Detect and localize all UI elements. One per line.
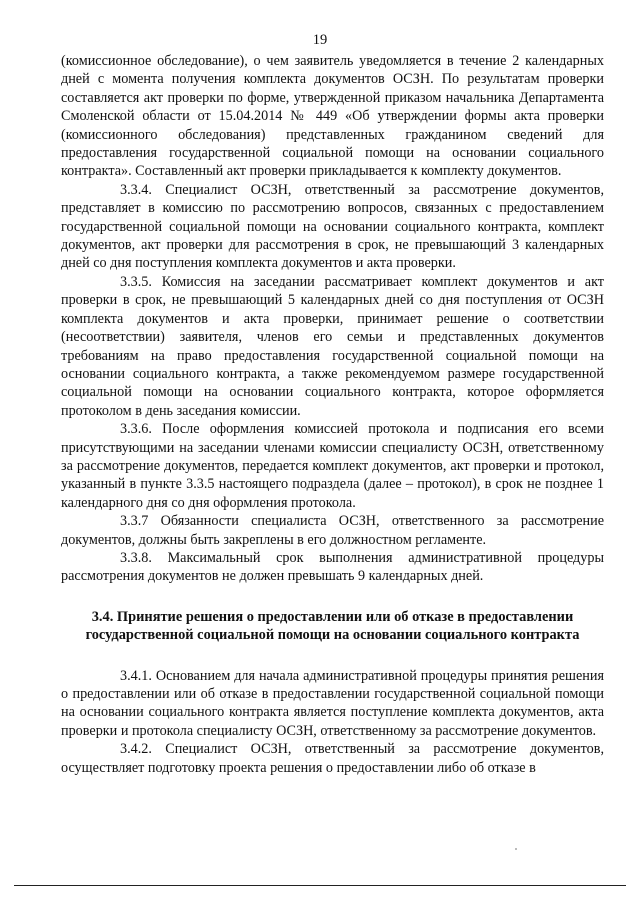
paragraph-commission-inspection: (комиссионное обследование), о чем заявитель уведомляется в течение 2 календарных дней с момента получения комплекта документов ОСЗН. По результатам проверки составляется акт проверки по форме, утвержденной приказом начальника Департамента Смоленской области от 15.04.2014 № 449 «Об утверждении формы акта проверки (комиссионного обследования) представленных гражданином сведений для предоставления государственной социальной помощи на основании социального контракта». Составленный акт проверки прикладывается к комплекту документов. [61,53,604,180]
page-number: 19 [312,32,328,48]
section-heading-3-4: 3.4. Принятие решения о предоставлении или об отказе в предоставлении государственной социальной помощи на основании социального контракта [85,608,580,644]
paragraph-3-3-8: 3.3.8. Максимальный срок выполнения административной процедуры рассмотрения документов не должен превышать 9 календарных дней. [61,549,604,585]
paragraph-3-3-7: 3.3.7 Обязанности специалиста ОСЗН, ответственного за рассмотрение документов, должны быть закреплены в его должностном регламенте. [61,513,604,548]
paragraph-3-3-6: 3.3.6. После оформления комиссией протокола и подписания его всеми присутствующими на заседании членами комиссии специалисту ОСЗН, ответственному за рассмотрение документов, передается комплект документов, акт проверки и протокол, указанный в пункте 3.3.5 настоящего подраздела (далее – протокол), в срок не позднее 1 календарного дня со дня оформления протокола. [61,421,604,511]
page-bottom-rule [14,885,626,886]
paragraph-3-4-2: 3.4.2. Специалист ОСЗН, ответственный за рассмотрение документов, осуществляет подготовку проекта решения о предоставлении либо об отказе в [61,741,604,776]
paragraph-3-4-1: 3.4.1. Основанием для начала административной процедуры принятия решения о предоставлении или об отказе в предоставлении государственной социальной помощи на основании социального контракта является поступление комплекта документов, акта проверки и протокола специалисту ОСЗН, ответственному за рассмотрение документов. [61,667,604,739]
paragraph-3-3-5: 3.3.5. Комиссия на заседании рассматривает комплект документов и акт проверки в срок, не превышающий 5 календарных дней со дня поступления от ОСЗН комплекта документов и акта проверки, принимает решение о соответствии (несоответствии) заявителя, членов его семьи и представленных документов требованиям на право предоставления государственной социальной помощи на основании социального контракта, а также рекомендуемом размере государственной социальной помощи на основании социального контракта, которое оформляется протоколом в день заседания комиссии. [61,273,604,419]
scan-speck [515,848,517,850]
paragraph-3-3-4: 3.3.4. Специалист ОСЗН, ответственный за рассмотрение документов, представляет в комиссию по рассмотрению вопросов, связанных с предоставлением государственной социальной помощи на основании социального контракта, комплект документов, акт проверки для рассмотрения в срок, не превышающий 3 календарных дней со дня поступления комплекта документов и акта проверки. [61,181,604,272]
document-body [61,52,604,777]
